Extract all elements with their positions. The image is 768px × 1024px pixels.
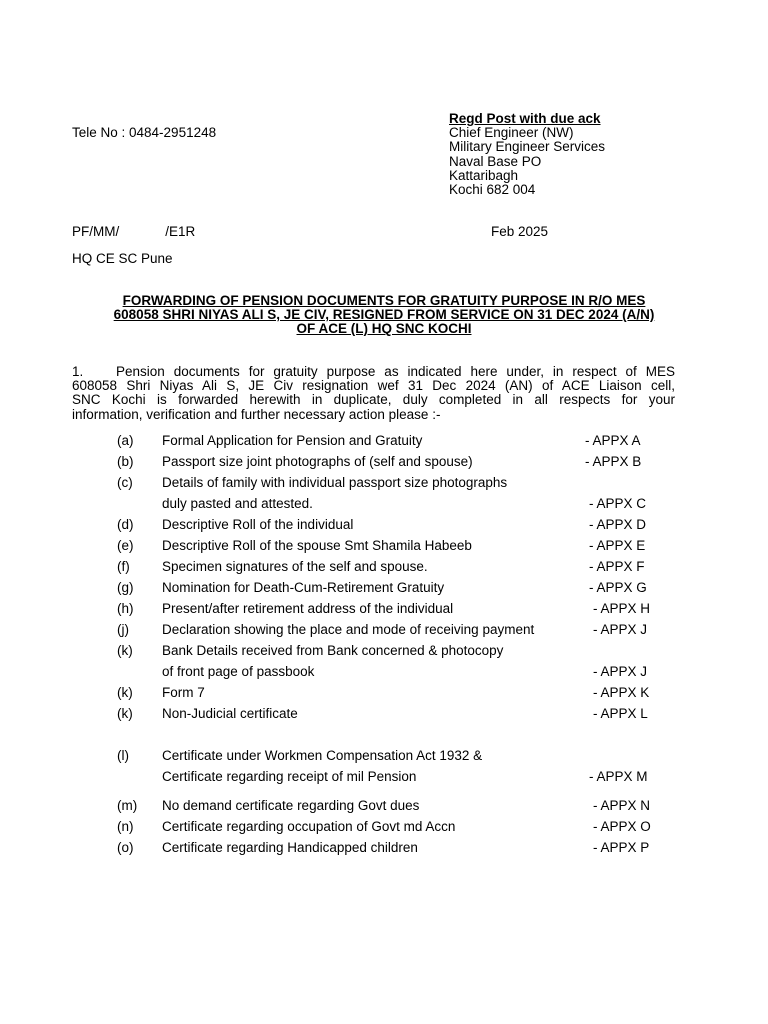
address-line: Chief Engineer (NW) <box>449 125 574 141</box>
item-text: Non-Judicial certificate <box>162 706 298 721</box>
item-appendix: - APPX J <box>593 664 648 679</box>
item-appendix: - APPX A <box>585 433 641 448</box>
item-label: (n) <box>117 819 134 834</box>
list-item <box>0 665 768 681</box>
item-label: (m) <box>117 798 138 813</box>
subject-line: 608058 SHRI NIYAS ALI S, JE CIV, RESIGNED FROM SERVICE ON 31 DEC 2024 (A/N) <box>113 307 655 322</box>
address-block <box>449 112 605 197</box>
letter-date: Feb 2025 <box>491 224 549 239</box>
item-appendix: - APPX F <box>589 559 645 574</box>
item-text: Form 7 <box>162 685 205 700</box>
item-label: (b) <box>117 454 134 469</box>
item-label: (k) <box>117 685 133 700</box>
list-item <box>0 539 768 555</box>
addressee: HQ CE SC Pune <box>72 251 173 266</box>
list-item <box>0 686 768 702</box>
address-line: Naval Base PO <box>449 153 542 169</box>
item-text: Certificate regarding Handicapped children <box>162 840 418 855</box>
address-line: Kattaribagh <box>449 167 519 183</box>
regd-post-heading: Regd Post with due ack <box>449 111 601 126</box>
paragraph-text: Pension documents for gratuity purpose as indicated here under, in respect of MES <box>116 364 675 379</box>
list-item <box>0 749 768 765</box>
paragraph-line <box>72 365 675 379</box>
telephone-number: Tele No : 0484-2951248 <box>72 125 217 140</box>
list-item <box>0 560 768 576</box>
list-item <box>0 497 768 513</box>
list-item <box>0 476 768 492</box>
list-item <box>0 707 768 723</box>
reference-number <box>72 225 195 240</box>
item-label: (g) <box>117 580 134 595</box>
item-text: of front page of passbook <box>162 664 315 679</box>
item-label: (a) <box>117 433 134 448</box>
item-appendix: - APPX P <box>593 840 650 855</box>
item-appendix: - APPX B <box>585 454 642 469</box>
list-item <box>0 434 768 450</box>
list-item <box>0 581 768 597</box>
paragraph-number: 1. <box>72 364 84 379</box>
item-appendix: - APPX L <box>593 706 648 721</box>
item-label: (j) <box>117 622 129 637</box>
item-text: Passport size joint photographs of (self and spouse) <box>162 454 473 469</box>
paragraph-line: 608058 Shri Niyas Ali S, JE Civ resignation wef 31 Dec 2024 (AN) of ACE Liaison cell, <box>72 378 675 394</box>
item-appendix: - APPX D <box>589 517 647 532</box>
item-appendix: - APPX E <box>589 538 646 553</box>
item-label: (k) <box>117 706 133 721</box>
item-text: Nomination for Death-Cum-Retirement Gratuity <box>162 580 445 595</box>
address-line: Military Engineer Services <box>449 139 606 155</box>
item-appendix: - APPX O <box>593 819 651 834</box>
item-appendix: - APPX N <box>593 798 651 813</box>
item-label: (d) <box>117 517 134 532</box>
item-appendix: - APPX C <box>589 496 647 511</box>
item-text: Descriptive Roll of the individual <box>162 517 354 532</box>
reference-part-1: PF/MM/ <box>72 224 120 239</box>
item-text: No demand certificate regarding Govt dues <box>162 798 420 813</box>
item-label: (k) <box>117 643 133 658</box>
item-label: (e) <box>117 538 134 553</box>
item-text: Formal Application for Pension and Gratuity <box>162 433 423 448</box>
item-text: Certificate regarding occupation of Govt md Accn <box>162 819 456 834</box>
list-item <box>0 644 768 660</box>
item-text: Present/after retirement address of the individual <box>162 601 454 616</box>
item-label: (f) <box>117 559 130 574</box>
item-text: Bank Details received from Bank concerned & photocopy <box>162 643 504 658</box>
item-text: Certificate regarding receipt of mil Pension <box>162 769 417 784</box>
list-item <box>0 623 768 639</box>
subject-heading <box>72 294 696 336</box>
item-label: (l) <box>117 748 129 763</box>
body-paragraph <box>72 365 675 422</box>
address-line: Kochi 682 004 <box>449 181 536 197</box>
item-appendix: - APPX M <box>589 769 648 784</box>
subject-line: FORWARDING OF PENSION DOCUMENTS FOR GRATUITY PURPOSE IN R/O MES <box>122 293 646 308</box>
list-item <box>0 770 768 786</box>
item-text: duly pasted and attested. <box>162 496 313 511</box>
paragraph-line: information, verification and further necessary action please :- <box>72 406 441 422</box>
list-item <box>0 841 768 857</box>
item-appendix: - APPX J <box>593 622 648 637</box>
item-text: Certificate under Workmen Compensation Act 1932 & <box>162 748 483 763</box>
item-label: (h) <box>117 601 134 616</box>
item-text: Details of family with individual passport size photographs <box>162 475 508 490</box>
item-appendix: - APPX G <box>589 580 647 595</box>
paragraph-line: SNC Kochi is forwarded herewith in duplicate, duly completed in all respects for your <box>72 392 675 408</box>
item-text: Specimen signatures of the self and spouse. <box>162 559 428 574</box>
list-item <box>0 602 768 618</box>
list-item <box>0 518 768 534</box>
list-item <box>0 799 768 815</box>
list-item <box>0 455 768 471</box>
subject-line: OF ACE (L) HQ SNC KOCHI <box>296 321 472 336</box>
item-label: (o) <box>117 840 134 855</box>
item-appendix: - APPX K <box>593 685 650 700</box>
item-label: (c) <box>117 475 133 490</box>
item-appendix: - APPX H <box>593 601 651 616</box>
reference-part-2: /E1R <box>165 224 196 239</box>
list-item <box>0 820 768 836</box>
item-text: Descriptive Roll of the spouse Smt Shamila Habeeb <box>162 538 472 553</box>
item-text: Declaration showing the place and mode of receiving payment <box>162 622 535 637</box>
